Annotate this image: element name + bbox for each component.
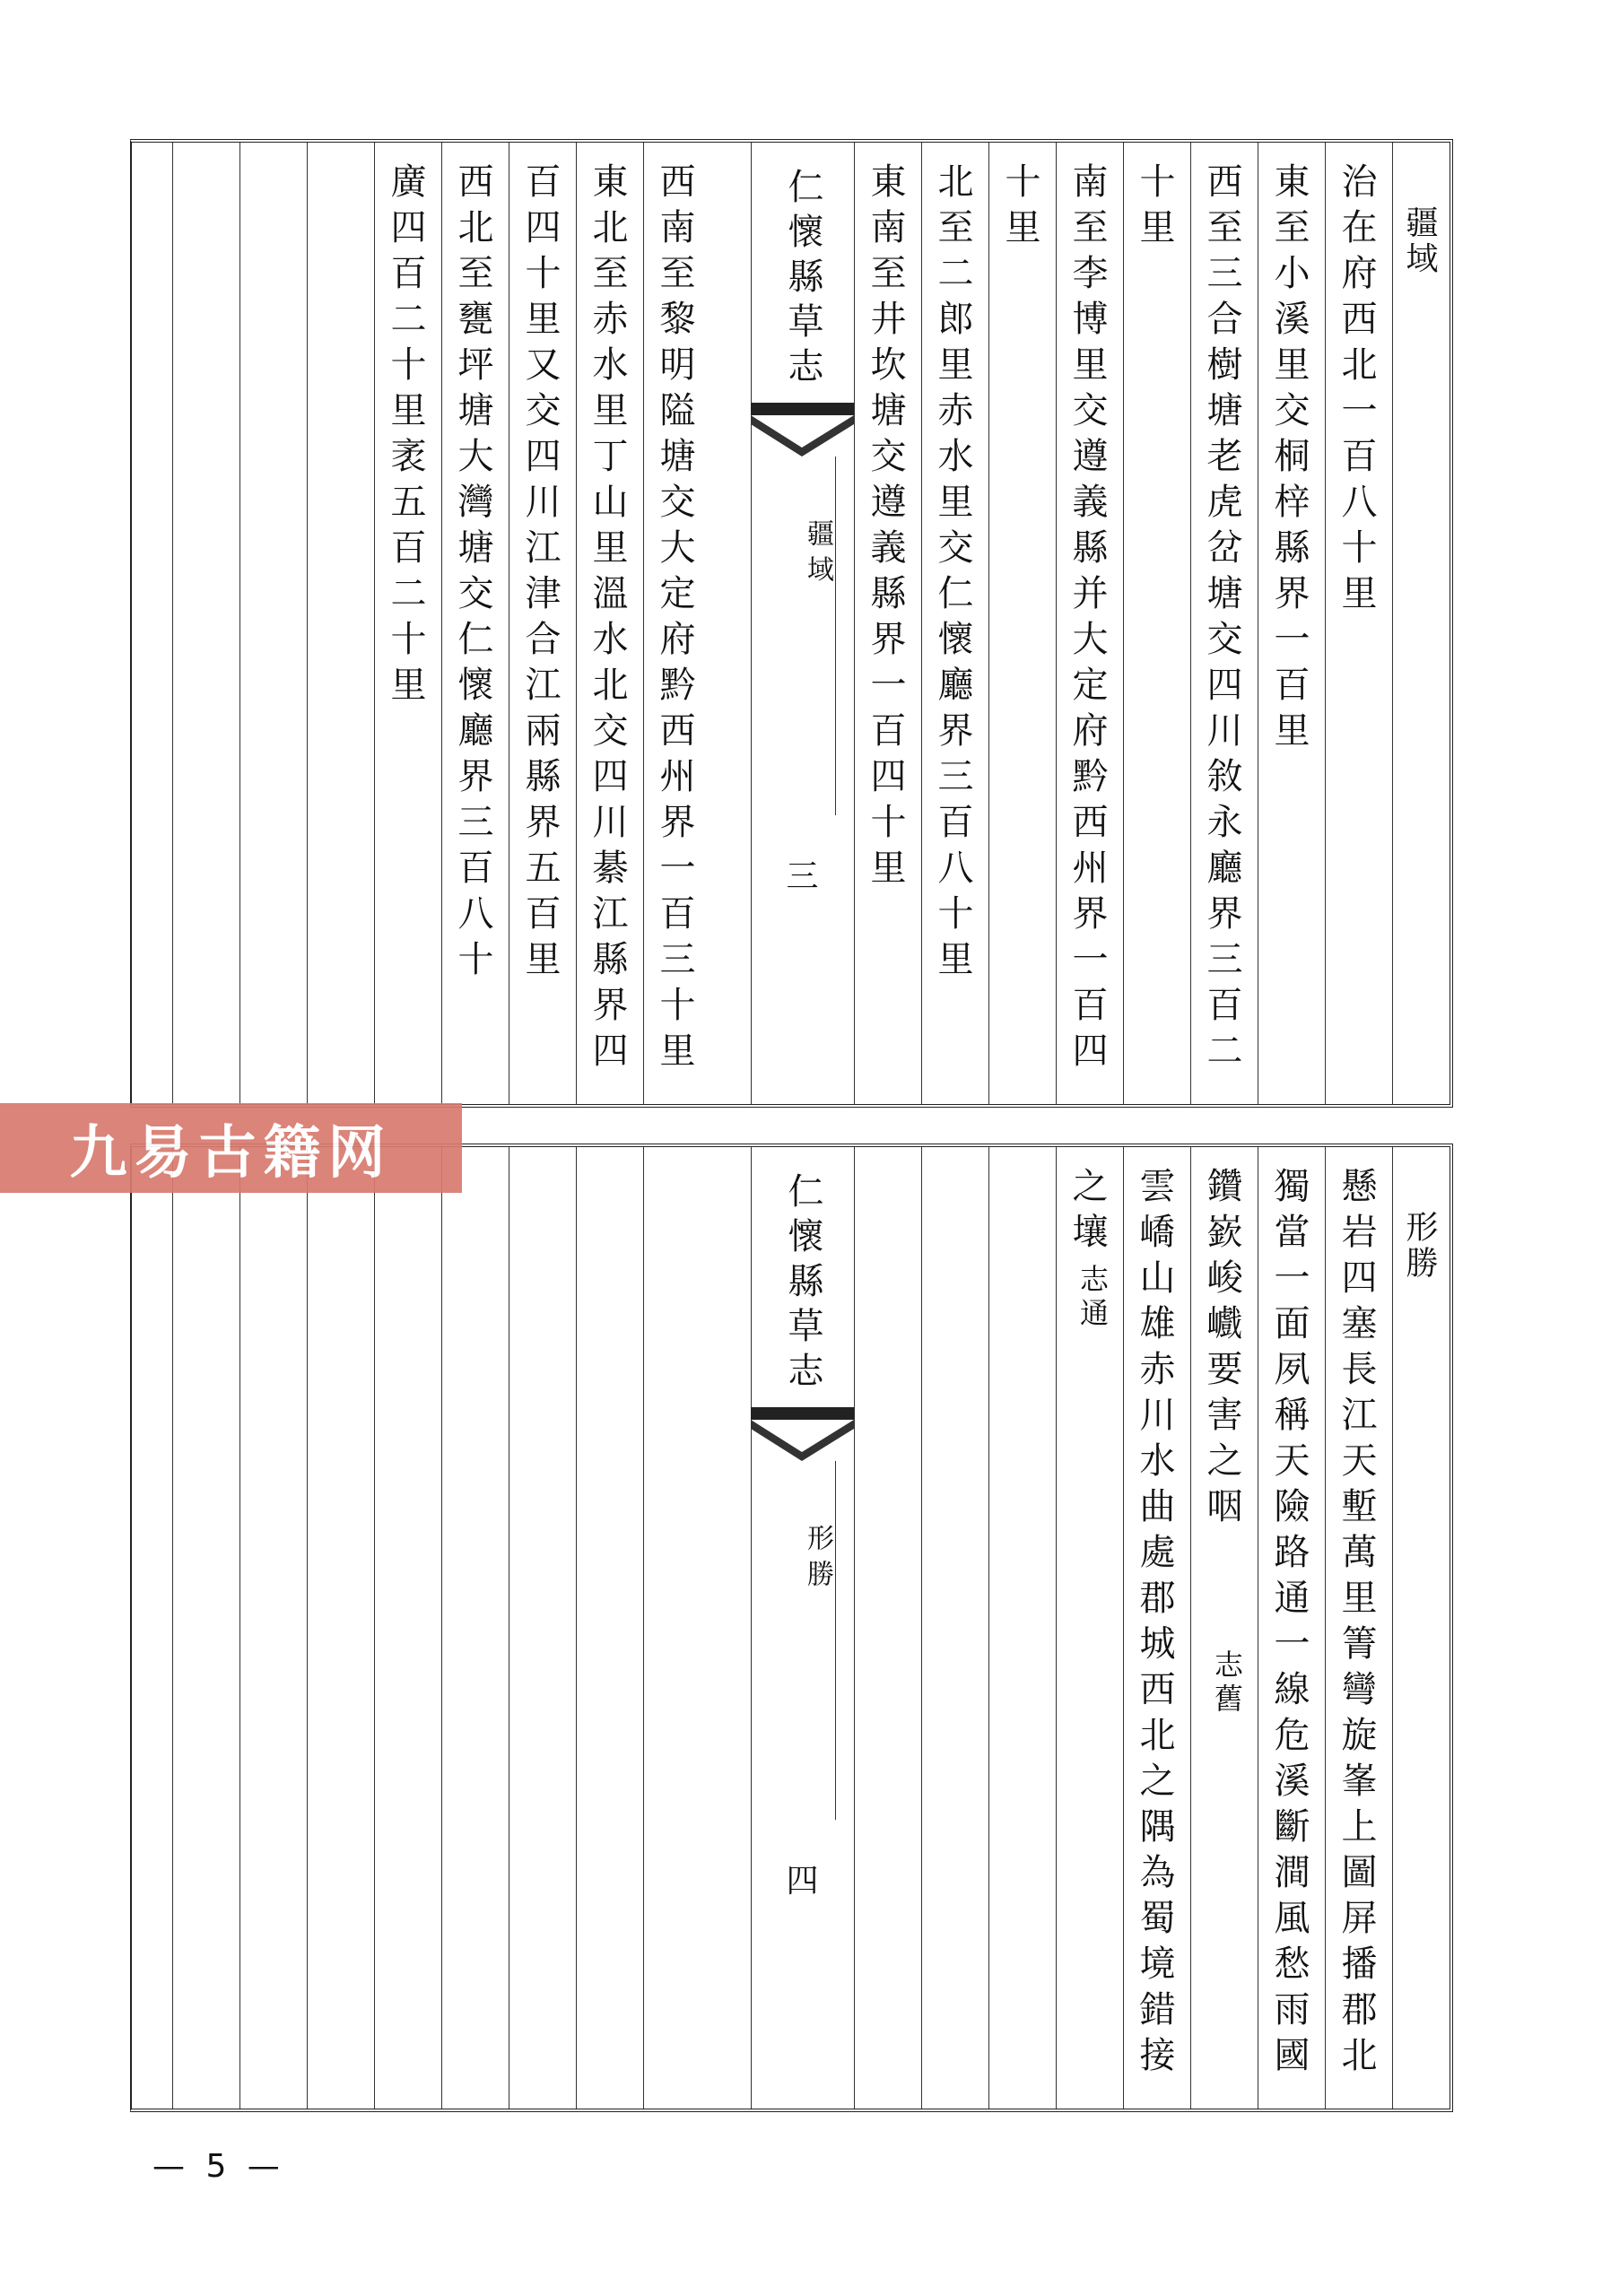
text-column: 廣四百二十里袤五百二十里 [385,162,426,711]
column-rule [1056,1147,1057,2109]
fold-center-line [835,1461,836,1820]
column-rule [854,1147,855,2109]
text-column: 雲嶠山雄赤川水曲處郡城西北之隅為蜀境錯接 [1134,1167,1175,2082]
annotation-note: 志舊 [1210,1649,1244,1718]
column-rule [988,143,989,1104]
column-rule [441,143,442,1104]
column-rule [1123,1147,1124,2109]
column-rule [374,1147,375,2109]
fold-title: 仁懷縣草志 [782,1172,823,1396]
column-rule [921,143,922,1104]
annotation-note: 志通 [1075,1264,1110,1332]
site-watermark: 九易古籍网 [0,1103,462,1193]
fold-center-line [835,457,836,815]
fold-section: 疆域 [802,519,833,591]
section-heading: 形勝 [1401,1210,1438,1282]
page-fold [751,143,854,1104]
text-column: 西南至黎明隘塘交大定府黔西州界一百三十里 [654,162,695,1077]
column-rule [1190,143,1191,1104]
text-column: 懸岩四塞長江天塹萬里箐彎旋峯上圖屏播郡北 [1336,1167,1377,2082]
page-footer: — 5 — [152,2148,285,2185]
text-column: 治在府西北一百八十里 [1336,162,1377,620]
text-column: 北至二郎里赤水里交仁懷廳界三百八十里 [932,162,973,986]
column-rule [1056,143,1057,1104]
top-page-panel [130,139,1453,1108]
column-rule [576,143,577,1104]
fold-page-number: 三 [786,858,819,895]
column-rule [921,1147,922,2109]
fold-page-number: 四 [786,1863,819,1900]
text-column: 十里 [1134,162,1175,254]
fold-section: 形勝 [802,1524,833,1596]
column-rule [441,1147,442,2109]
text-column: 之壤 [1067,1167,1108,1258]
section-heading: 疆域 [1401,205,1438,277]
text-column: 百四十里又交四川江津合江兩縣界五百里 [519,162,561,986]
bottom-page-panel [130,1144,1453,2112]
column-rule [643,143,644,1104]
column-rule [643,1147,644,2109]
fishtail-ornament [751,1407,854,1461]
text-column: 南至李博里交遵義縣并大定府黔西州界一百四 [1067,162,1108,1077]
text-column: 西北至甕坪塘大灣塘交仁懷廳界三百八十 [452,162,493,986]
column-rule [374,143,375,1104]
column-rule [1123,143,1124,1104]
column-rule [854,143,855,1104]
text-column: 東至小溪里交桐梓縣界一百里 [1268,162,1310,757]
column-rule [307,143,308,1104]
fishtail-ornament [751,403,854,457]
column-rule [307,1147,308,2109]
column-rule [239,143,240,1104]
column-rule [1325,1147,1326,2109]
text-column: 十里 [999,162,1040,254]
page-fold [751,1147,854,2109]
text-column: 鑽嶔峻巇要害之咽 [1201,1167,1242,1533]
column-rule [576,1147,577,2109]
text-column: 東北至赤水里丁山里溫水北交四川綦江縣界四 [587,162,628,1077]
column-rule [988,1147,989,2109]
column-rule [239,1147,240,2109]
column-rule [172,1147,173,2109]
text-column: 東南至井坎塘交遵義縣界一百四十里 [865,162,906,894]
column-rule [1392,1147,1393,2109]
column-rule [172,143,173,1104]
text-column: 獨當一面夙稱天險路通一線危溪斷澗風愁雨國 [1268,1167,1310,2082]
column-rule [1190,1147,1191,2109]
column-rule [1392,143,1393,1104]
fold-title: 仁懷縣草志 [782,168,823,392]
column-rule [1325,143,1326,1104]
text-column: 西至三合樹塘老虎岔塘交四川敘永廳界三百二 [1201,162,1242,1077]
